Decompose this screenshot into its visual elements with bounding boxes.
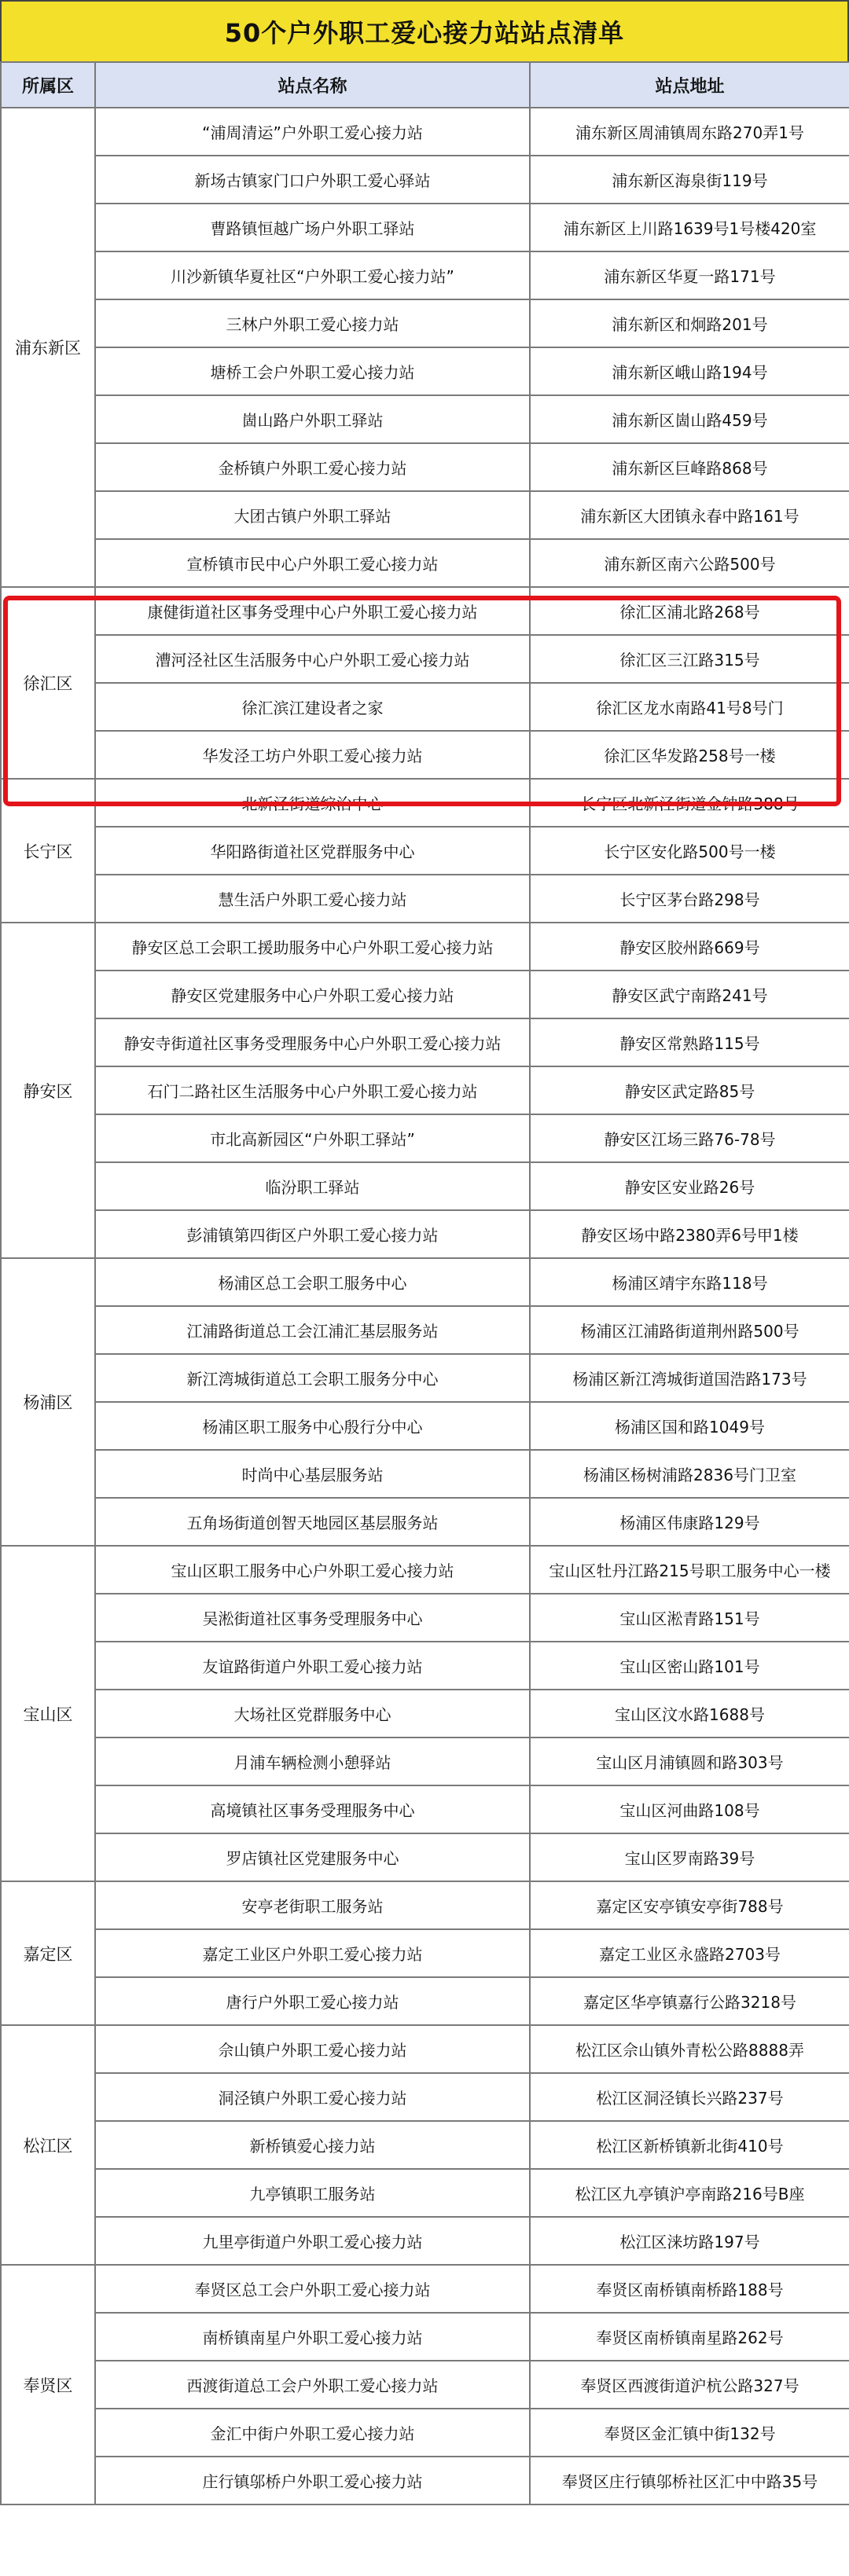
table-row [1,1402,849,1450]
station-address-cell: 徐汇区三江路315号 [530,635,849,683]
station-address-cell: 宝山区河曲路108号 [530,1785,849,1833]
station-address-cell: 奉贤区南桥镇南星路262号 [530,2313,849,2361]
station-name-cell: 华阳路街道社区党群服务中心 [95,827,530,875]
station-address-cell: 杨浦区伟康路129号 [530,1498,849,1546]
station-name-cell: 康健街道社区事务受理中心户外职工爱心接力站 [95,587,530,635]
table-row [1,395,849,443]
station-address-cell: 宝山区淞青路151号 [530,1594,849,1642]
station-address-cell: 松江区九亭镇沪亭南路216号B座 [530,2169,849,2217]
station-name-cell: 江浦路街道总工会江浦汇基层服务站 [95,1306,530,1354]
station-address-cell: 浦东新区华夏一路171号 [530,251,849,299]
station-address-cell: 静安区胶州路669号 [530,923,849,971]
table-row [1,1594,849,1642]
station-address-cell: 杨浦区江浦路街道荆州路500号 [530,1306,849,1354]
station-name-cell: 宝山区职工服务中心户外职工爱心接力站 [95,1546,530,1594]
table-row [1,2457,849,2504]
station-name-cell: 市北高新园区“户外职工驿站” [95,1114,530,1162]
header-station-address: 站点地址 [530,62,849,108]
station-name-cell: 安亭老街职工服务站 [95,1881,530,1929]
station-address-cell: 浦东新区海泉街119号 [530,156,849,204]
station-name-cell: 北新泾街道综治中心 [95,779,530,827]
station-address-cell: 静安区江场三路76-78号 [530,1114,849,1162]
station-name-cell: 月浦车辆检测小憩驿站 [95,1738,530,1785]
station-name-cell: 徐汇滨江建设者之家 [95,683,530,731]
station-name-cell: 杨浦区总工会职工服务中心 [95,1258,530,1306]
station-name-cell: 大场社区党群服务中心 [95,1690,530,1738]
station-name-cell: 石门二路社区生活服务中心户外职工爱心接力站 [95,1066,530,1114]
station-address-cell: 杨浦区靖宇东路118号 [530,1258,849,1306]
station-name-cell: 友谊路街道户外职工爱心接力站 [95,1642,530,1690]
station-address-cell: 静安区武定路85号 [530,1066,849,1114]
station-address-cell: 宝山区密山路101号 [530,1642,849,1690]
table-row [1,2025,849,2073]
table-row [1,299,849,347]
station-name-cell: “浦周清运”户外职工爱心接力站 [95,108,530,156]
table-row [1,1018,849,1066]
station-name-cell: 彭浦镇第四街区户外职工爱心接力站 [95,1210,530,1258]
station-name-cell: 新场古镇家门口户外职工爱心驿站 [95,156,530,204]
station-name-cell: 临汾职工驿站 [95,1162,530,1210]
station-address-cell: 徐汇区浦北路268号 [530,587,849,635]
station-name-cell: 新桥镇爱心接力站 [95,2121,530,2169]
station-address-cell: 杨浦区杨树浦路2836号门卫室 [530,1450,849,1498]
station-name-cell: 塘桥工会户外职工爱心接力站 [95,347,530,395]
district-cell: 长宁区 [1,779,95,923]
station-address-cell: 松江区涞坊路197号 [530,2217,849,2265]
table-row [1,1306,849,1354]
table-row [1,635,849,683]
station-name-cell: 佘山镇户外职工爱心接力站 [95,2025,530,2073]
district-cell: 静安区 [1,923,95,1258]
table-row [1,1210,849,1258]
table-row [1,491,849,539]
station-address-cell: 松江区洞泾镇长兴路237号 [530,2073,849,2121]
station-name-cell: 崮山路户外职工驿站 [95,395,530,443]
table-row [1,2073,849,2121]
station-address-cell: 浦东新区周浦镇周东路270弄1号 [530,108,849,156]
sheet-title: 50个户外职工爱心接力站站点清单 [0,0,849,63]
table-row [1,587,849,635]
station-name-cell: 五角场街道创智天地园区基层服务站 [95,1498,530,1546]
table-row [1,2169,849,2217]
station-name-cell: 洞泾镇户外职工爱心接力站 [95,2073,530,2121]
table-row [1,1977,849,2025]
district-cell: 杨浦区 [1,1258,95,1546]
station-address-cell: 静安区场中路2380弄6号甲1楼 [530,1210,849,1258]
table-row [1,1690,849,1738]
station-address-cell: 徐汇区华发路258号一楼 [530,731,849,779]
station-address-cell: 长宁区安化路500号一楼 [530,827,849,875]
station-address-cell: 宝山区汶水路1688号 [530,1690,849,1738]
station-address-cell: 浦东新区峨山路194号 [530,347,849,395]
station-name-cell: 奉贤区总工会户外职工爱心接力站 [95,2265,530,2313]
table-row [1,1450,849,1498]
station-name-cell: 金桥镇户外职工爱心接力站 [95,443,530,491]
station-name-cell: 静安区总工会职工援助服务中心户外职工爱心接力站 [95,923,530,971]
table-row [1,443,849,491]
table-row [1,1929,849,1977]
table-row [1,1498,849,1546]
station-address-cell: 宝山区罗南路39号 [530,1833,849,1881]
header-row [1,62,849,108]
header-district: 所属区 [1,62,95,108]
district-cell: 嘉定区 [1,1881,95,2025]
station-address-cell: 浦东新区大团镇永春中路161号 [530,491,849,539]
table-body [1,108,849,2504]
station-address-cell: 宝山区牡丹江路215号职工服务中心一楼 [530,1546,849,1594]
station-name-cell: 吴淞街道社区事务受理服务中心 [95,1594,530,1642]
table-row [1,2121,849,2169]
station-address-cell: 长宁区北新泾街道金钟路388号 [530,779,849,827]
table-row [1,1881,849,1929]
station-name-cell: 南桥镇南星户外职工爱心接力站 [95,2313,530,2361]
table-row [1,875,849,923]
station-address-cell: 嘉定区安亭镇安亭街788号 [530,1881,849,1929]
station-name-cell: 静安寺街道社区事务受理服务中心户外职工爱心接力站 [95,1018,530,1066]
table-row [1,108,849,156]
station-address-cell: 浦东新区上川路1639号1号楼420室 [530,204,849,251]
table-row [1,923,849,971]
table-row [1,1354,849,1402]
station-name-cell: 三林户外职工爱心接力站 [95,299,530,347]
district-cell: 徐汇区 [1,587,95,779]
station-address-cell: 徐汇区龙水南路41号8号门 [530,683,849,731]
station-address-cell: 杨浦区新江湾城街道国浩路173号 [530,1354,849,1402]
table-row [1,2217,849,2265]
station-name-cell: 宣桥镇市民中心户外职工爱心接力站 [95,539,530,587]
station-address-cell: 奉贤区庄行镇邬桥社区汇中中路35号 [530,2457,849,2504]
district-cell: 宝山区 [1,1546,95,1881]
station-name-cell: 静安区党建服务中心户外职工爱心接力站 [95,971,530,1018]
station-name-cell: 新江湾城街道总工会职工服务分中心 [95,1354,530,1402]
table-row [1,251,849,299]
table-row [1,2361,849,2409]
station-name-cell: 九亭镇职工服务站 [95,2169,530,2217]
station-name-cell: 大团古镇户外职工驿站 [95,491,530,539]
station-name-cell: 高境镇社区事务受理服务中心 [95,1785,530,1833]
station-name-cell: 川沙新镇华夏社区“户外职工爱心接力站” [95,251,530,299]
station-address-cell: 杨浦区国和路1049号 [530,1402,849,1450]
table-row [1,1162,849,1210]
station-address-cell: 静安区武宁南路241号 [530,971,849,1018]
station-name-cell: 罗店镇社区党建服务中心 [95,1833,530,1881]
district-cell: 松江区 [1,2025,95,2265]
table-row [1,1642,849,1690]
table-row [1,971,849,1018]
station-address-cell: 松江区佘山镇外青松公路8888弄 [530,2025,849,2073]
table-row [1,1785,849,1833]
station-address-cell: 静安区常熟路115号 [530,1018,849,1066]
station-address-cell: 静安区安业路26号 [530,1162,849,1210]
table-row [1,2409,849,2457]
station-address-cell: 奉贤区西渡街道沪杭公路327号 [530,2361,849,2409]
station-name-cell: 唐行户外职工爱心接力站 [95,1977,530,2025]
station-table [0,61,849,2505]
table-row [1,1258,849,1306]
table-row [1,1066,849,1114]
table-row [1,731,849,779]
station-address-cell: 松江区新桥镇新北街410号 [530,2121,849,2169]
header-station-name: 站点名称 [95,62,530,108]
district-cell: 浦东新区 [1,108,95,587]
station-address-cell: 宝山区月浦镇圆和路303号 [530,1738,849,1785]
table-row [1,156,849,204]
station-name-cell: 西渡街道总工会户外职工爱心接力站 [95,2361,530,2409]
station-name-cell: 华发泾工坊户外职工爱心接力站 [95,731,530,779]
station-name-cell: 慧生活户外职工爱心接力站 [95,875,530,923]
district-cell: 奉贤区 [1,2265,95,2504]
station-name-cell: 曹路镇恒越广场户外职工驿站 [95,204,530,251]
table-row [1,1114,849,1162]
table-row [1,683,849,731]
station-name-cell: 杨浦区职工服务中心殷行分中心 [95,1402,530,1450]
table-row [1,539,849,587]
station-name-cell: 时尚中心基层服务站 [95,1450,530,1498]
station-address-cell: 浦东新区南六公路500号 [530,539,849,587]
station-name-cell: 金汇中街户外职工爱心接力站 [95,2409,530,2457]
station-name-cell: 漕河泾社区生活服务中心户外职工爱心接力站 [95,635,530,683]
table-row [1,1833,849,1881]
station-address-cell: 浦东新区巨峰路868号 [530,443,849,491]
table-row [1,204,849,251]
table-row [1,827,849,875]
station-address-cell: 奉贤区金汇镇中街132号 [530,2409,849,2457]
station-name-cell: 九里亭街道户外职工爱心接力站 [95,2217,530,2265]
station-address-cell: 嘉定工业区永盛路2703号 [530,1929,849,1977]
station-address-cell: 奉贤区南桥镇南桥路188号 [530,2265,849,2313]
station-name-cell: 庄行镇邬桥户外职工爱心接力站 [95,2457,530,2504]
table-row [1,1738,849,1785]
station-address-cell: 浦东新区和炯路201号 [530,299,849,347]
station-address-cell: 嘉定区华亭镇嘉行公路3218号 [530,1977,849,2025]
table-row [1,779,849,827]
table-row [1,347,849,395]
station-address-cell: 浦东新区崮山路459号 [530,395,849,443]
table-row [1,1546,849,1594]
station-name-cell: 嘉定工业区户外职工爱心接力站 [95,1929,530,1977]
table-row [1,2313,849,2361]
station-address-cell: 长宁区茅台路298号 [530,875,849,923]
table-row [1,2265,849,2313]
